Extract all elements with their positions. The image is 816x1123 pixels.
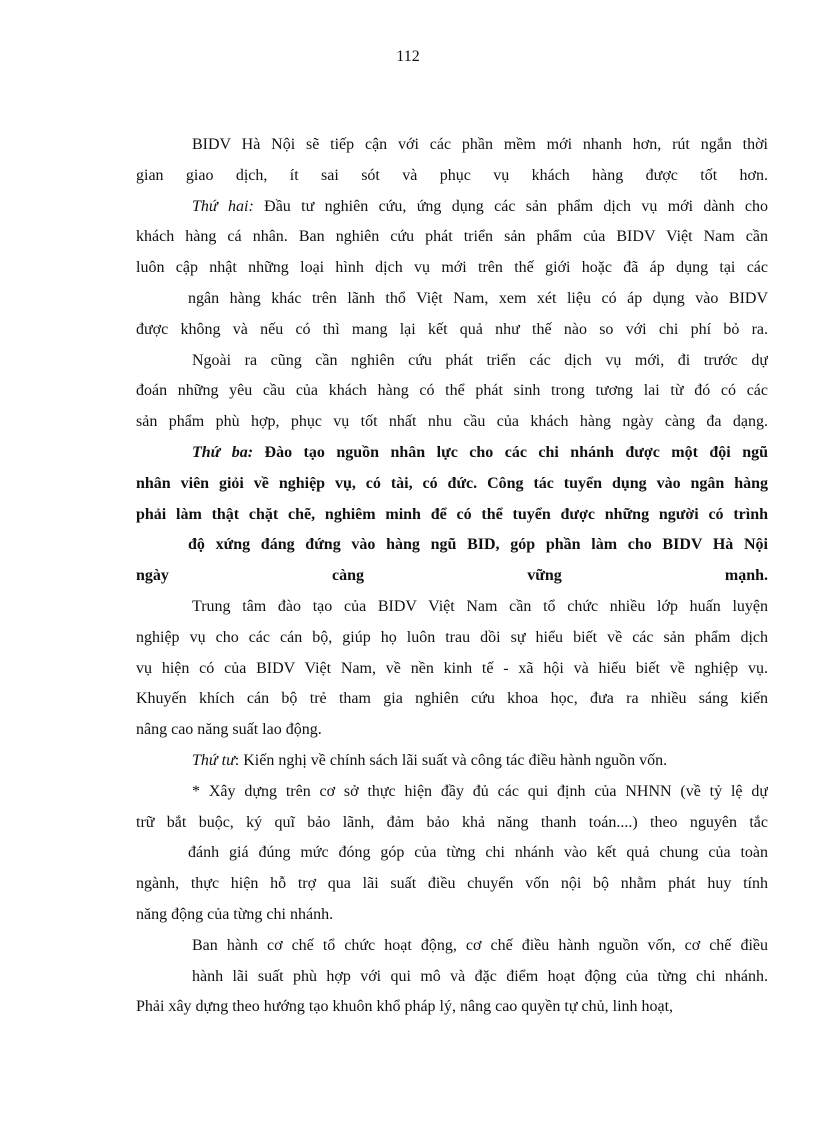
line-text: năng động của từng chi nhánh.	[136, 905, 334, 923]
line-text: nhân viên giỏi về nghiệp vụ, có tài, có đức. Công tác tuyển dụng vào ngân hàng	[136, 474, 768, 492]
text-line	[136, 315, 768, 346]
text-line	[136, 500, 768, 531]
line-text: Ban hành cơ chế tổ chức hoạt động, cơ chế điều hành nguồn vốn, cơ chế điều	[192, 936, 768, 954]
text-line	[136, 684, 768, 715]
line-text: đánh giá đúng mức đóng góp của từng chi nhánh vào kết quả chung của toàn	[188, 844, 768, 862]
text-line	[136, 746, 768, 777]
text-line	[136, 992, 768, 1023]
line-text: ngày càng vững mạnh.	[136, 567, 768, 585]
line-text: hành lãi suất phù hợp với qui mô và đặc điểm hoạt động của từng chi nhánh.	[192, 967, 768, 985]
text-line	[136, 869, 768, 900]
line-text: đoán những yêu cầu của khách hàng có thể phát sinh trong tương lai từ đó có các	[136, 382, 768, 400]
text-line	[136, 962, 768, 993]
text-line	[136, 654, 768, 685]
line-text: luôn cập nhật những loại hình dịch vụ mới trên thế giới hoặc đã áp dụng tại các	[136, 259, 768, 277]
paragraph-lead: Thứ tư	[192, 751, 235, 769]
text-line	[136, 931, 768, 962]
line-text: nâng cao năng suất lao động.	[136, 721, 322, 739]
paragraph-lead: Thứ hai:	[192, 197, 254, 215]
line-text: * Xây dựng trên cơ sở thực hiện đầy đủ các qui định của NHNN (về tỷ lệ dự	[192, 782, 768, 800]
line-text: ngành, thực hiện hỗ trợ qua lãi suất điều chuyển vốn nội bộ nhằm phát huy tính	[136, 875, 768, 893]
text-line	[136, 130, 768, 161]
line-text: gian giao dịch, ít sai sót và phục vụ khách hàng được tốt hơn.	[136, 166, 768, 184]
line-text: Phải xây dựng theo hướng tạo khuôn khổ pháp lý, nâng cao quyền tự chủ, linh hoạt,	[136, 998, 674, 1016]
text-line	[136, 777, 768, 808]
text-line	[136, 438, 768, 469]
text-line	[136, 715, 768, 746]
line-text: ngân hàng khác trên lãnh thổ Việt Nam, xem xét liệu có áp dụng vào BIDV	[188, 289, 768, 307]
text-line	[136, 253, 768, 284]
document-body	[136, 130, 768, 1023]
text-line	[136, 592, 768, 623]
line-text: Đào tạo nguồn nhân lực cho các chi nhánh được một đội ngũ	[253, 443, 768, 461]
line-text: BIDV Hà Nội sẽ tiếp cận với các phần mềm mới nhanh hơn, rút ngắn thời	[192, 136, 768, 153]
line-text: : Kiến nghị về chính sách lãi suất và công tác điều hành nguồn vốn.	[234, 751, 668, 769]
text-line	[136, 376, 768, 407]
line-text: sản phẩm phù hợp, phục vụ tốt nhất nhu cầu của khách hàng ngày càng đa dạng.	[136, 413, 768, 431]
text-line	[136, 407, 768, 438]
text-line	[136, 284, 768, 315]
line-text: Khuyến khích cán bộ trẻ tham gia nghiên cứu khoa học, đưa ra nhiều sáng kiến	[136, 690, 768, 708]
page-number: 112	[396, 48, 420, 65]
text-line	[136, 900, 768, 931]
text-line	[136, 346, 768, 377]
line-text: Đầu tư nghiên cứu, ứng dụng các sản phẩm dịch vụ mới dành cho	[253, 197, 768, 215]
text-line	[136, 222, 768, 253]
line-text: vụ hiện có của BIDV Việt Nam, về nền kinh tế - xã hội và hiểu biết về nghiệp vụ.	[136, 659, 768, 677]
text-line	[136, 192, 768, 223]
line-text: được không và nếu có thì mang lại kết quả như thế nào so với chi phí bỏ ra.	[136, 320, 768, 338]
line-text: độ xứng đáng đứng vào hàng ngũ BID, góp phần làm cho BIDV Hà Nội	[188, 536, 768, 554]
line-text: Ngoài ra cũng cần nghiên cứu phát triển các dịch vụ mới, đi trước dự	[192, 351, 768, 369]
text-line	[136, 469, 768, 500]
line-text: khách hàng cá nhân. Ban nghiên cứu phát triển sản phẩm của BIDV Việt Nam cần	[136, 228, 768, 246]
text-line	[136, 808, 768, 839]
line-text: trữ bắt buộc, ký quĩ bảo lãnh, đảm bảo khả năng thanh toán....) theo nguyên tắc	[136, 813, 768, 831]
line-text: Trung tâm đào tạo của BIDV Việt Nam cần tổ chức nhiều lớp huấn luyện	[192, 597, 768, 615]
line-text: phải làm thật chặt chẽ, nghiêm minh để có thể tuyển được những người có trình	[136, 505, 768, 523]
text-line	[136, 623, 768, 654]
paragraph-lead: Thứ ba:	[192, 443, 254, 461]
line-text: nghiệp vụ cho các cán bộ, giúp họ luôn trau dồi sự hiểu biết về các sản phẩm dịch	[136, 628, 768, 646]
text-line	[136, 838, 768, 869]
text-line	[136, 161, 768, 192]
text-line	[136, 561, 768, 592]
text-line	[136, 530, 768, 561]
